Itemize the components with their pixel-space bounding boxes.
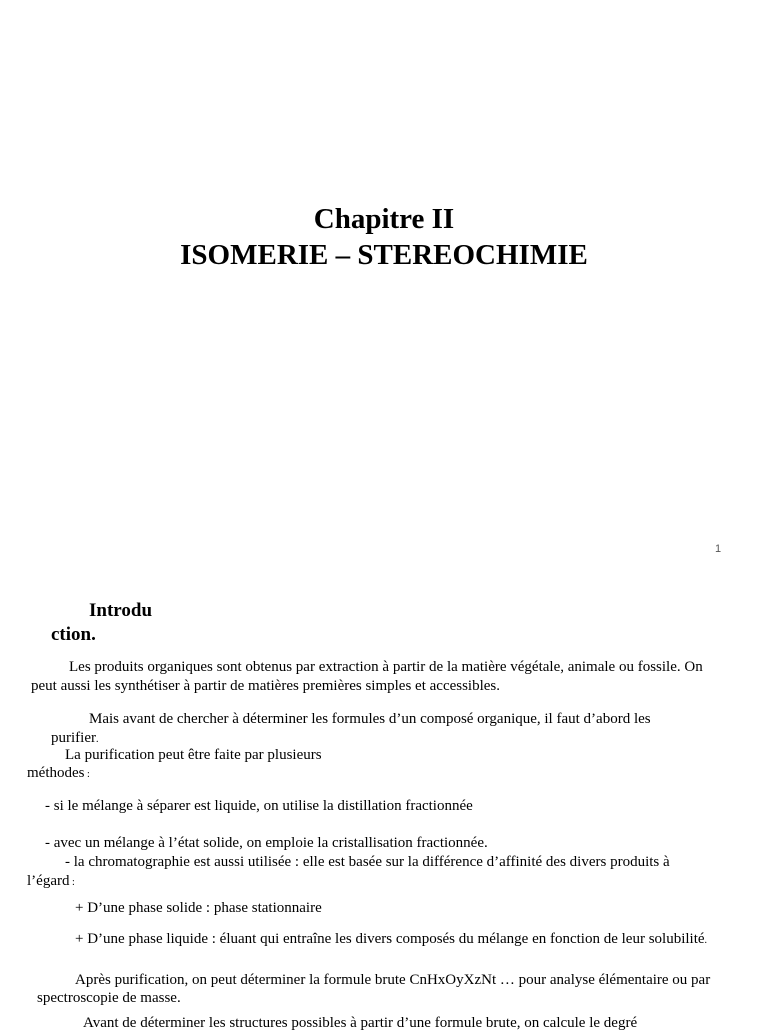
paragraph-4-line-1: Après purification, on peut déterminer la formule brute CnHxOyXzNt … pour analyse élémentaire ou par (75, 972, 711, 988)
intro-heading-line1: Introdu (89, 600, 153, 621)
intro-heading-line2: ction. (51, 624, 96, 645)
chapter-label: Chapitre II (313, 203, 455, 235)
paragraph-2-line-1: Mais avant de chercher à déterminer les formules d’un composé organique, il faut d’abord les (89, 711, 651, 727)
paragraph-3-colon: : (84, 769, 90, 780)
bullet-chromatographie-line-1: - la chromatographie est aussi utilisée : elle est basée sur la différence d’affinité des divers produits à (65, 854, 670, 870)
paragraph-5-line-1-partial: Avant de déterminer les structures possibles à partir d’une formule brute, on calcule le degré (83, 1015, 638, 1031)
bullet-distillation: - si le mélange à séparer est liquide, on utilise la distillation fractionnée (45, 798, 473, 814)
sub-item-phase-liquide (75, 930, 707, 950)
paragraph-2-period: . (95, 734, 99, 745)
chapter-title: ISOMERIE – STEREOCHIMIE (180, 239, 588, 271)
paragraph-4-line-2: spectroscopie de masse. (37, 990, 181, 1006)
sub-item-phase-liquide-period: . (704, 935, 708, 946)
paragraph-3-line-1: La purification peut être faite par plusieurs (65, 747, 322, 763)
bullet-chromatographie-line-2 (27, 872, 75, 892)
paragraph-3-line-2 (27, 764, 90, 784)
bullet-chromatographie-text: l’égard (27, 873, 70, 889)
sub-item-phase-liquide-text: + D’une phase liquide : éluant qui entraîne les divers composés du mélange en fonction de leur solubilité (75, 931, 705, 947)
paragraph-3-text: méthodes (27, 765, 85, 781)
page-number: 1 (715, 543, 722, 555)
paragraph-1-line-2: peut aussi les synthétiser à partir de matières premières simples et accessibles. (31, 678, 501, 694)
bullet-cristallisation: - avec un mélange à l’état solide, on emploie la cristallisation fractionnée. (45, 835, 488, 851)
bullet-chromatographie-colon: : (69, 877, 75, 888)
paragraph-1-line-1: Les produits organiques sont obtenus par extraction à partir de la matière végétale, animale ou fossile. On (69, 659, 703, 675)
paragraph-2-text: purifier (51, 730, 96, 746)
sub-item-phase-solide: + D’une phase solide : phase stationnaire (75, 900, 322, 916)
